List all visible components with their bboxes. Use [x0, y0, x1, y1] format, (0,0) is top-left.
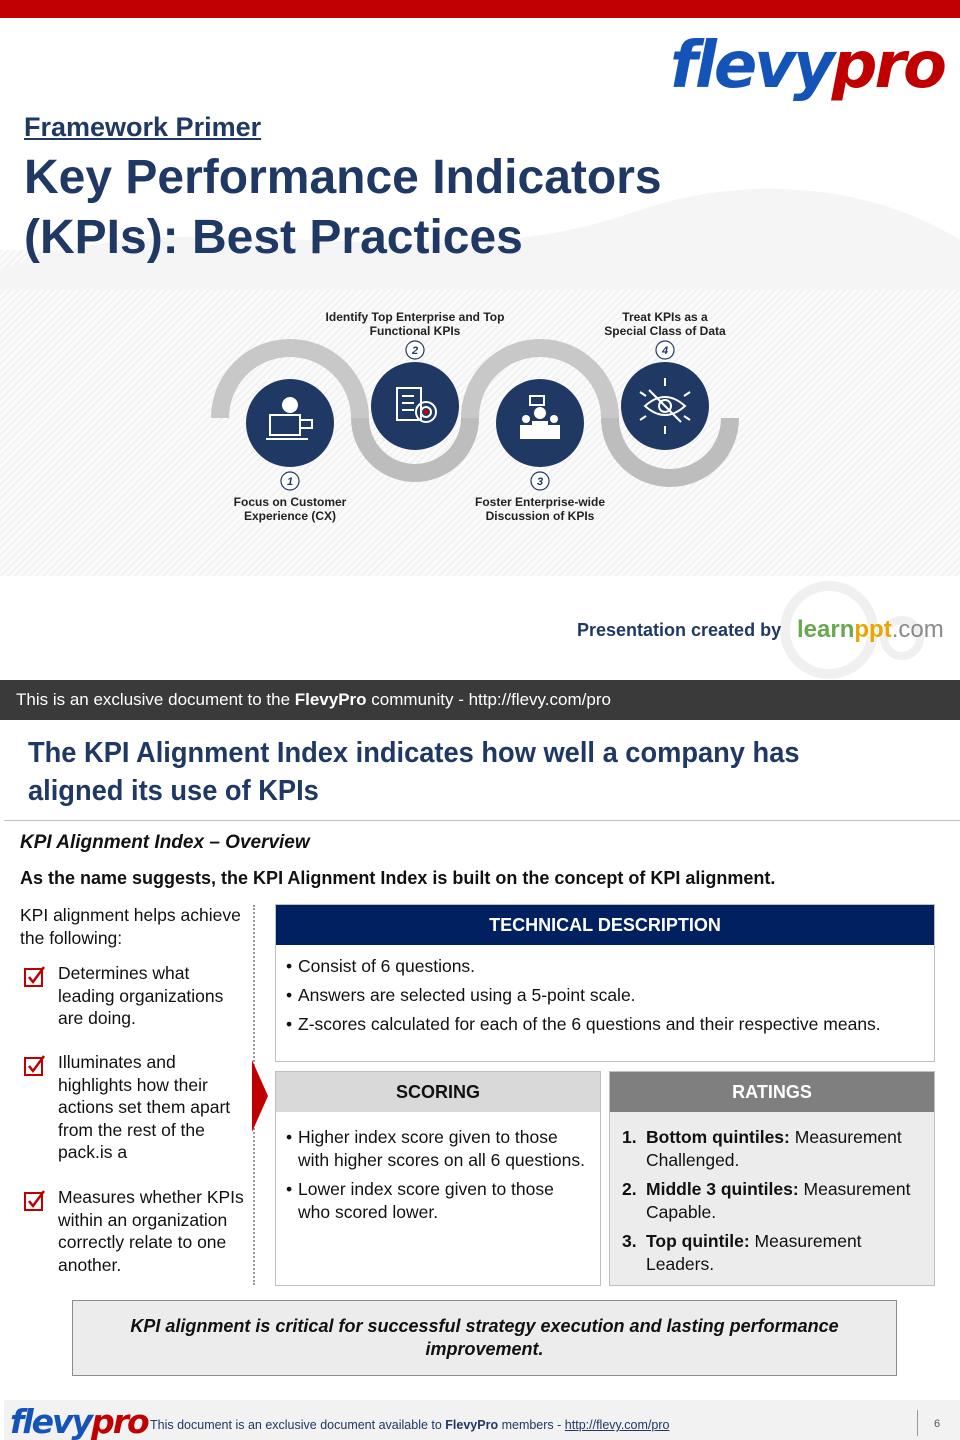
check-item: [20, 1186, 245, 1286]
check-item-text: Determines what leading organizations are doing.: [58, 963, 224, 1028]
check-item: [20, 962, 245, 1042]
step-number-1: 1: [286, 476, 294, 488]
footer-separator: [917, 1410, 918, 1436]
pointer-arrow: [252, 1060, 268, 1132]
ratings-panel: [609, 1071, 935, 1286]
lead-sentence: As the name suggests, the KPI Alignment Index is built on the concept of KPI alignment.: [20, 868, 776, 888]
framework-primer-label: Framework Primer: [24, 112, 262, 142]
exclusive-banner: This is an exclusive document to the FlevyPro community - http://flevy.com/pro: [0, 680, 960, 720]
checkbox-icon: [24, 965, 46, 987]
rating-item: 1. Bottom quintiles: Measurement Challenged.: [622, 1127, 902, 1170]
footer-flevypro-logo: flevypro: [10, 1402, 148, 1440]
check-item: [20, 1051, 245, 1171]
presentation-credit: Presentation created by: [577, 620, 782, 640]
section-title: KPI Alignment Index – Overview: [20, 832, 310, 853]
alignment-intro: KPI alignment helps achieve the following:: [20, 905, 241, 948]
ratings-heading: RATINGS: [610, 1072, 934, 1112]
check-item-text: Measures whether KPIs within an organization correctly relate to one another.: [58, 1187, 244, 1275]
technical-description-panel: [275, 904, 935, 1062]
headline-divider: [4, 820, 960, 821]
scoring-panel: [275, 1071, 601, 1286]
learnppt-logo: learnppt.com: [797, 616, 944, 643]
rating-item: 3. Top quintile: Measurement Leaders.: [622, 1231, 862, 1274]
rating-item: 2. Middle 3 quintiles: Measurement Capable.: [622, 1179, 911, 1222]
technical-item: • Answers are selected using a 5-point scale.: [286, 984, 924, 1007]
footer-text: This document is an exclusive document available to FlevyPro members - http://flevy.com/pro: [150, 1418, 670, 1432]
scoring-item: • Lower index score given to those who scored lower.: [286, 1178, 590, 1224]
technical-description-heading: TECHNICAL DESCRIPTION: [276, 905, 934, 945]
process-diagram: [200, 300, 760, 540]
top-red-bar: [0, 0, 960, 18]
page-number: 6: [934, 1418, 941, 1430]
step-label-4: Treat KPIs as a Special Class of Data: [604, 310, 726, 338]
flevypro-logo: flevypro: [670, 29, 944, 103]
step-number-3: 3: [536, 476, 544, 488]
step-label-2: Identify Top Enterprise and Top Functional KPIs: [325, 310, 505, 338]
technical-item: • Z-scores calculated for each of the 6 questions and their respective means.: [286, 1013, 924, 1036]
slide-headline: The KPI Alignment Index indicates how well a company has aligned its use of KPIs: [28, 737, 800, 807]
check-item-text: Illuminates and highlights how their actions set them apart from the rest of the pack.is a: [58, 1052, 231, 1162]
footer-link[interactable]: http://flevy.com/pro: [564, 1418, 670, 1432]
deck-title: Key Performance Indicators (KPIs): Best Practices: [24, 151, 662, 264]
scoring-item: • Higher index score given to those with higher scores on all 6 questions.: [286, 1126, 590, 1172]
step-number-4: 4: [661, 345, 669, 357]
technical-item: • Consist of 6 questions.: [286, 955, 924, 978]
key-takeaway-callout: KPI alignment is critical for successful strategy execution and lasting performance improvement.: [72, 1300, 897, 1376]
step-label-3: Foster Enterprise-wide Discussion of KPIs: [474, 495, 606, 523]
checkbox-icon: [24, 1189, 46, 1211]
step-label-1: Focus on Customer Experience (CX): [233, 495, 347, 523]
step-number-2: 2: [411, 345, 419, 357]
checkbox-icon: [24, 1054, 46, 1076]
scoring-heading: SCORING: [276, 1072, 600, 1112]
